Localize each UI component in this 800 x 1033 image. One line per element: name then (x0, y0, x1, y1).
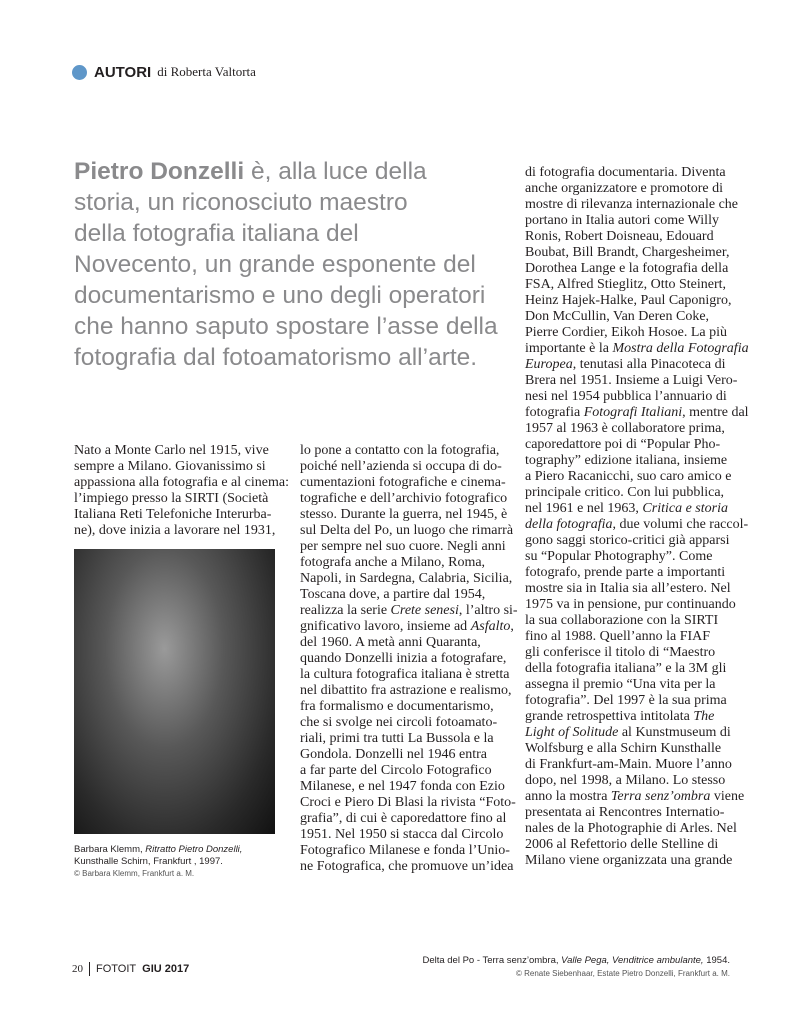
text-line: portano in Italia autori come Willy (525, 213, 719, 228)
lead-line (74, 156, 504, 187)
text-line: l’impiego presso la SIRTI (Società (74, 491, 269, 506)
text-line: riali, primi tra tutti La Bussola e la (300, 731, 494, 746)
lead-line: Novecento, un grande esponente del (74, 251, 476, 278)
text-line: fotografia”. Del 1997 è la sua prima (525, 693, 727, 708)
body-column-2 (300, 443, 518, 875)
text-line: tography” edizione italiana, insieme (525, 453, 728, 468)
text-line: la sua collaborazione con la SIRTI (525, 613, 719, 628)
text-line: stesso. Durante la guerra, nel 1945, è (300, 507, 508, 522)
text-line: Boubat, Bill Brandt, Chargesheimer, (525, 245, 730, 260)
text-line: della fotografia, due volumi che raccol- (525, 517, 749, 532)
portrait-photo (74, 549, 275, 834)
text-line: Europea, tenutasi alla Pinacoteca di (525, 357, 726, 372)
text-line: fotografa anche a Milano, Roma, (300, 555, 486, 570)
text-line: lo pone a contatto con la fotografia, (300, 443, 500, 458)
text-line: Ronis, Robert Doisneau, Edouard (525, 229, 714, 244)
text-line: tografiche e dell’archivio fotografico (300, 491, 508, 506)
text-line: Italiana Reti Telefoniche Interurba- (74, 507, 272, 522)
text-line: Light of Solitude al Kunstmuseum di (525, 725, 731, 740)
text-line: la cultura fotografica italiana è stretta (300, 667, 510, 682)
text-line: assegna il premio “Una vita per la (525, 677, 716, 692)
text-line: caporedattore poi di “Popular Pho- (525, 437, 721, 452)
text-line: Milano viene organizzata una grande (525, 853, 733, 868)
text-line: sul Delta del Po, un luogo che rimarrà (300, 523, 514, 538)
text-line: Croci e Piero Di Blasi la rivista “Foto- (300, 795, 516, 810)
text-line: anno la mostra Terra senz’ombra viene (525, 789, 745, 804)
text-line: nales de la Photographie di Arles. Nel (525, 821, 737, 836)
text-line: Brera nel 1951. Insieme a Luigi Vero- (525, 373, 738, 388)
caption-credit: © Renate Siebenhaar, Estate Pietro Donzelli, Frankfurt a. M. (516, 969, 730, 978)
text-line: Heinz Hajek-Halke, Paul Caponigro, (525, 293, 732, 308)
text-line: a far parte del Circolo Fotografico (300, 763, 492, 778)
text-line: di fotografia documentaria. Diventa (525, 165, 726, 180)
lead-line: della fotografia italiana del (74, 220, 359, 247)
lead-line: storia, un riconosciuto maestro (74, 189, 408, 216)
text-line: principale critico. Con lui pubblica, (525, 485, 725, 500)
section-dot-icon (72, 65, 87, 80)
text-line: cumentazioni fotografiche e cinema- (300, 475, 506, 490)
text-line: ne Fotografica, che promuove un’idea (300, 859, 514, 874)
body-column-3 (525, 165, 749, 869)
text-line: a Piero Racanicchi, suo caro amico e (525, 469, 732, 484)
text-line: su “Popular Photography”. Come (525, 549, 713, 564)
text-line: Wolfsburg e alla Schirn Kunsthalle (525, 741, 722, 756)
text-line: per sempre nel suo cuore. Negli anni (300, 539, 506, 554)
text-line: realizza la serie Crete senesi, l’altro si- (300, 603, 518, 618)
text-line: Fotografico Milanese e fonda l’Unio- (300, 843, 510, 858)
text-line: anche organizzatore e promotore di (525, 181, 723, 196)
text-line: presentata ai Rencontres Internatio- (525, 805, 725, 820)
text-line: nesi nel 1954 pubblica l’annuario di (525, 389, 727, 404)
text-line: Don McCullin, Van Deren Coke, (525, 309, 710, 324)
text-line: Toscana dove, a partire dal 1954, (300, 587, 486, 602)
text-line: FSA, Alfred Stieglitz, Otto Steinert, (525, 277, 727, 292)
text-line: fra formalismo e documentarismo, (300, 699, 494, 714)
issue-date: GIU 2017 (142, 963, 190, 975)
text-line: Gondola. Donzelli nel 1946 entra (300, 747, 488, 762)
text-line: fotografo, prende parte a importanti (525, 565, 726, 580)
text-line: appassiona alla fotografia e al cinema: (74, 475, 289, 490)
text-line: 1951. Nel 1950 si stacca dal Circolo (300, 827, 504, 842)
text-line: importante è la Mostra della Fotografia (525, 341, 749, 356)
text-line: della fotografia italiana” e la 3M gli (525, 661, 727, 676)
text-line: 2006 al Refettorio delle Stelline di (525, 837, 719, 852)
text-line: sempre a Milano. Giovanissimo si (74, 459, 266, 474)
magazine-name: FOTOIT (96, 963, 137, 975)
caption-line: Delta del Po - Terra senz’ombra, Valle Pega, Venditrice ambulante, 1954. (422, 955, 730, 966)
text-line: 1957 al 1963 è collaboratore prima, (525, 421, 725, 436)
lead-line: documentarismo e uno degli operatori (74, 282, 486, 309)
text-line: nel 1961 e nel 1963, Critica e storia (525, 501, 728, 516)
text-line: Nato a Monte Carlo nel 1915, vive (74, 443, 269, 458)
caption-line: Kunsthalle Schirn, Frankfurt , 1997. (74, 856, 223, 867)
text-line: gono saggi storico-critici già apparsi (525, 533, 730, 548)
text-line: Milanese, e nel 1947 fonda con Ezio (300, 779, 505, 794)
body-column-1 (74, 443, 289, 539)
text-line: 1975 va in pensione, pur continuando (525, 597, 736, 612)
text-line: gnificativo lavoro, insieme ad Asfalto, (300, 619, 514, 634)
text-line: Pierre Cordier, Eikoh Hosoe. La più (525, 325, 728, 340)
footer-divider (89, 962, 90, 976)
article-header (72, 62, 256, 82)
text-line: fino al 1988. Quell’anno la FIAF (525, 629, 711, 644)
text-line: grafia”, di cui è caporedattore fino al (300, 811, 507, 826)
lead-line: che hanno saputo spostare l’asse della (74, 313, 498, 340)
photo-caption (74, 844, 242, 880)
text-line: mostre sia in Italia sia all’estero. Nel (525, 581, 731, 596)
text-line: gli conferisce il titolo di “Maestro (525, 645, 716, 660)
text-line: fotografia Fotografi Italiani, mentre dal (525, 405, 749, 420)
text-line: nel dibattito fra astrazione e realismo, (300, 683, 512, 698)
lead-paragraph (74, 156, 504, 373)
caption-line: Barbara Klemm, Ritratto Pietro Donzelli, (74, 844, 243, 855)
caption-credit: © Barbara Klemm, Frankfurt a. M. (74, 869, 195, 878)
text-line: ne), dove inizia a lavorare nel 1931, (74, 523, 276, 538)
text-line: Dorothea Lange e la fotografia della (525, 261, 729, 276)
lead-name: Pietro Donzelli (74, 158, 245, 185)
text-line: che si svolge nei circoli fotoamato- (300, 715, 498, 730)
page-number: 20 (72, 963, 83, 975)
section-label: AUTORI (94, 63, 152, 81)
text-line: mostre di rilevanza internazionale che (525, 197, 739, 212)
author-byline: di Roberta Valtorta (157, 64, 256, 79)
text-line: Napoli, in Sardegna, Calabria, Sicilia, (300, 571, 513, 586)
lead-text: è, alla luce della (244, 158, 427, 185)
text-line: poiché nell’azienda si occupa di do- (300, 459, 502, 474)
page-footer (72, 962, 189, 976)
lead-line: fotografia dal fotoamatorismo all’arte. (74, 344, 478, 371)
text-line: grande retrospettiva intitolata The (525, 709, 715, 724)
text-line: di Frankfurt-am-Main. Muore l’anno (525, 757, 732, 772)
text-line: quando Donzelli inizia a fotografare, (300, 651, 507, 666)
text-line: del 1960. A metà anni Quaranta, (300, 635, 481, 650)
spread-photo-caption (422, 954, 730, 980)
text-line: dopo, nel 1998, a Milano. Lo stesso (525, 773, 726, 788)
